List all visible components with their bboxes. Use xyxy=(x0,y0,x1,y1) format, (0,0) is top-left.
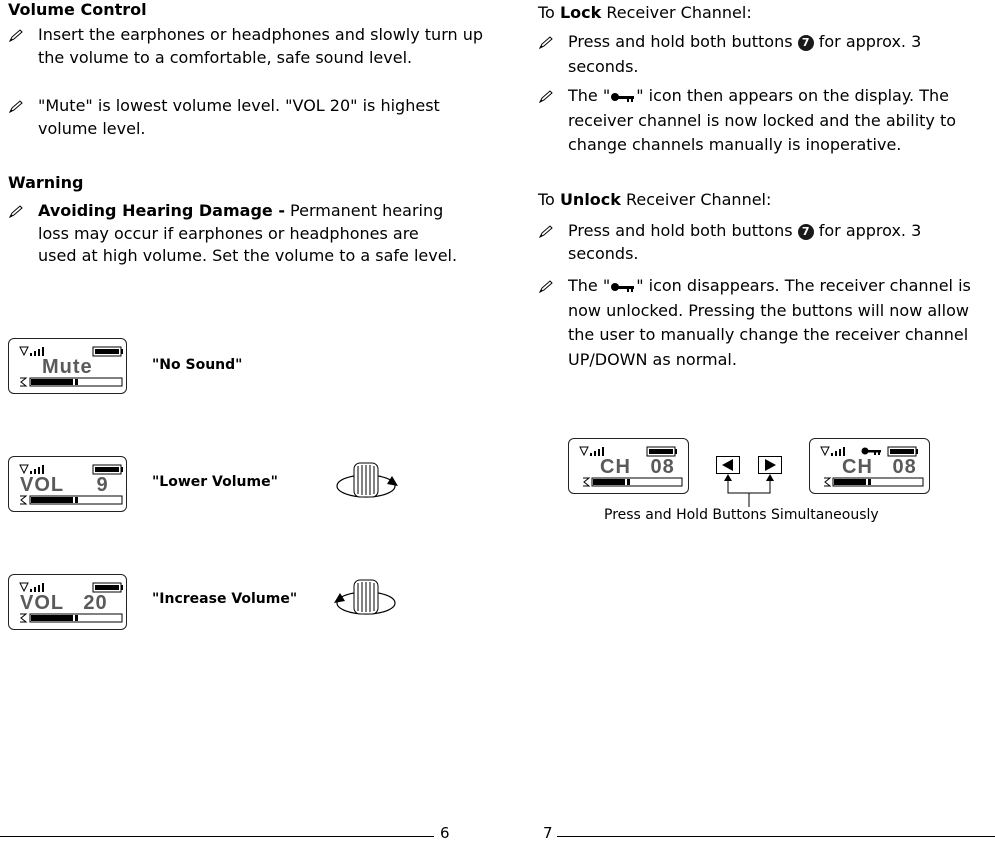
lcd-screen-text: Mute xyxy=(42,356,93,378)
footer-rule-right xyxy=(557,836,995,837)
volume-item-2-text: "Mute" is lowest volume level. "VOL 20" is highest volume level. xyxy=(38,96,440,138)
unlock-heading-suffix: Receiver Channel: xyxy=(620,190,772,209)
left-arrow-icon xyxy=(717,457,739,473)
lock-heading xyxy=(538,3,752,23)
unlock-item-2-text-a: The " xyxy=(568,276,611,295)
button-right-arrow xyxy=(758,456,782,474)
footer-rule-left xyxy=(0,836,434,837)
pencil-icon xyxy=(8,98,24,121)
lcd-screen-text: CH 08 xyxy=(842,456,917,478)
volume-control-heading: Volume Control xyxy=(8,0,147,19)
lock-item-1-text-b: for approx. 3 seconds. xyxy=(568,32,922,76)
lcd-display-locked xyxy=(809,438,930,494)
page-number-right: 7 xyxy=(543,824,553,842)
knob-turn-down-icon xyxy=(334,460,400,502)
right-arrow-icon xyxy=(759,457,781,473)
label-lower-volume: "Lower Volume" xyxy=(152,474,278,490)
lcd-screen-text: VOL 20 xyxy=(20,592,108,614)
warning-heading: Warning xyxy=(8,173,84,192)
lock-item-2 xyxy=(538,84,993,158)
lcd-display-lower-volume xyxy=(8,456,127,512)
unlock-item-1-text-a: Press and hold both buttons xyxy=(568,221,798,240)
lcd-screen-text: VOL 9 xyxy=(20,474,109,496)
pencil-icon xyxy=(538,277,554,302)
warning-item xyxy=(8,200,458,268)
key-icon xyxy=(610,281,636,293)
lock-heading-suffix: Receiver Channel: xyxy=(601,3,752,22)
connector-arrows xyxy=(720,473,780,509)
lcd-display-mute xyxy=(8,338,127,394)
warning-text: Permanent hearing loss may occur if earphones or headphones are used at high volume. Set the volume to a safe level. xyxy=(38,201,458,265)
lock-item-2-text-a: The " xyxy=(568,86,611,105)
volume-item-1 xyxy=(8,24,483,69)
button-7-icon: 7 xyxy=(798,224,814,240)
lock-item-2-text-b: " icon then appears on the display. The receiver channel is now locked and the ability to change channels manually is inoperative. xyxy=(568,86,957,154)
lcd-screen-text: CH 08 xyxy=(600,456,675,478)
warning-bold-text: Avoiding Hearing Damage - xyxy=(38,201,285,220)
pencil-icon xyxy=(8,203,24,226)
unlock-heading-bold: Unlock xyxy=(559,190,621,209)
pencil-icon xyxy=(538,223,554,246)
lock-item-1 xyxy=(538,30,988,79)
volume-item-2 xyxy=(8,95,483,140)
knob-turn-up-icon xyxy=(332,577,398,619)
lcd-display-increase-volume xyxy=(8,574,127,630)
label-increase-volume: "Increase Volume" xyxy=(152,591,298,607)
unlock-item-2 xyxy=(538,274,993,372)
button-left-arrow xyxy=(716,456,740,474)
label-no-sound: "No Sound" xyxy=(152,357,243,373)
lcd-display-unlocked xyxy=(568,438,689,494)
lock-item-1-text-a: Press and hold both buttons xyxy=(568,32,798,51)
unlock-item-1 xyxy=(538,220,988,265)
lock-heading-prefix: To xyxy=(538,3,560,22)
caption-press-hold: Press and Hold Buttons Simultaneously xyxy=(604,507,879,523)
unlock-item-1-text-b: for approx. 3 seconds. xyxy=(568,221,922,263)
unlock-item-2-text-b: " icon disappears. The receiver channel is now unlocked. Pressing the buttons will now allow the user to manually change the receiver channel UP/DOWN as normal. xyxy=(568,276,971,369)
pencil-icon xyxy=(8,27,24,50)
unlock-heading xyxy=(538,190,771,210)
page-number-left: 6 xyxy=(440,824,450,842)
key-icon xyxy=(610,91,636,103)
lock-heading-bold: Lock xyxy=(559,3,602,22)
volume-item-1-text: Insert the earphones or headphones and slowly turn up the volume to a comfortable, safe sound level. xyxy=(38,25,484,67)
unlock-heading-prefix: To xyxy=(538,190,560,209)
pencil-icon xyxy=(538,33,554,58)
pencil-icon xyxy=(538,87,554,112)
button-7-icon: 7 xyxy=(798,35,814,51)
